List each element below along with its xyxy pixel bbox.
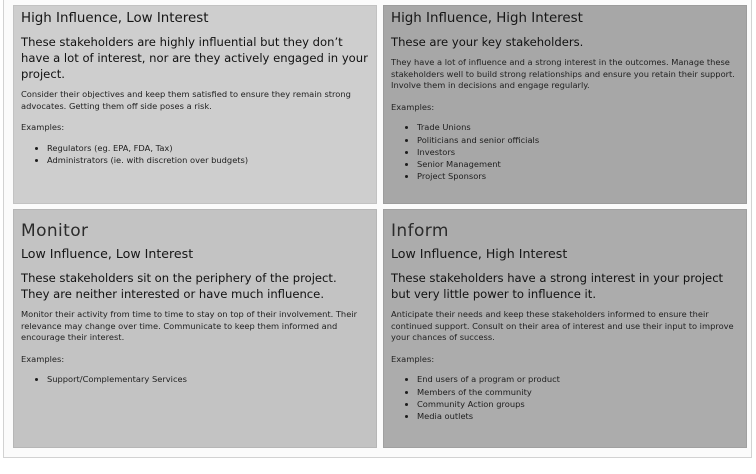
list-item: • End users of a program or product	[417, 373, 738, 385]
examples-list	[391, 121, 738, 182]
list-item: • Administrators (ie. with discretion over budgets)	[47, 154, 368, 166]
list-item: • Regulators (eg. EPA, FDA, Tax)	[47, 142, 368, 154]
quadrant-high-influence-high-interest	[383, 5, 747, 204]
quadrant-headline: These are your key stakeholders.	[391, 35, 584, 49]
list-item: • Senior Management	[417, 158, 738, 170]
quadrant-monitor	[13, 209, 377, 448]
quadrant-subtitle: Low Influence, Low Interest	[21, 246, 194, 261]
quadrant-inform	[383, 209, 747, 448]
list-item: • Investors	[417, 146, 738, 158]
list-item: • Project Sponsors	[417, 170, 738, 182]
list-item: • Trade Unions	[417, 121, 738, 133]
quadrant-subtitle: High Influence, High Interest	[391, 11, 583, 26]
quadrant-subtitle: High Influence, Low Interest	[21, 11, 209, 26]
list-item: • Politicians and senior officials	[417, 134, 738, 146]
examples-label: Examples:	[391, 101, 435, 112]
quadrant-high-influence-low-interest	[13, 5, 377, 204]
examples-list	[21, 373, 368, 385]
quadrant-title: Monitor	[21, 221, 89, 241]
examples-label: Examples:	[391, 353, 435, 364]
quadrant-body: Consider their objectives and keep them satisfied to ensure they remain strong advocates. Getting them off side poses a risk.	[21, 89, 351, 111]
quadrant-headline: These stakeholders have a strong interest in your project but very little power to influence it.	[391, 271, 724, 301]
examples-list	[391, 373, 738, 422]
quadrant-body: They have a lot of influence and a strong interest in the outcomes. Manage these stakeholders well to build strong relationships and ensure you retain their support. Involve them in decisions and engage regularly.	[391, 57, 735, 91]
examples-label: Examples:	[21, 353, 65, 364]
quadrant-body: Anticipate their needs and keep these stakeholders informed to ensure their continued support. Consult on their area of interest and use their input to improve your chances of success.	[391, 309, 734, 343]
examples-list	[21, 142, 368, 166]
list-item: • Media outlets	[417, 410, 738, 422]
quadrant-headline: These stakeholders sit on the periphery of the project. They are neither interested or have much influence.	[21, 271, 337, 301]
quadrant-body: Monitor their activity from time to time to stay on top of their involvement. Their relevance may change over time. Communicate to keep them informed and encourage their interest.	[21, 309, 358, 343]
list-item: • Support/Complementary Services	[47, 373, 368, 385]
list-item: • Community Action groups	[417, 398, 738, 410]
quadrant-subtitle: Low Influence, High Interest	[391, 246, 568, 261]
examples-label: Examples:	[21, 122, 65, 133]
quadrant-headline: These stakeholders are highly influential but they don’t have a lot of interest, nor are they actively engaged in your project.	[21, 35, 368, 81]
quadrant-title: Inform	[391, 221, 449, 241]
list-item: • Members of the community	[417, 386, 738, 398]
